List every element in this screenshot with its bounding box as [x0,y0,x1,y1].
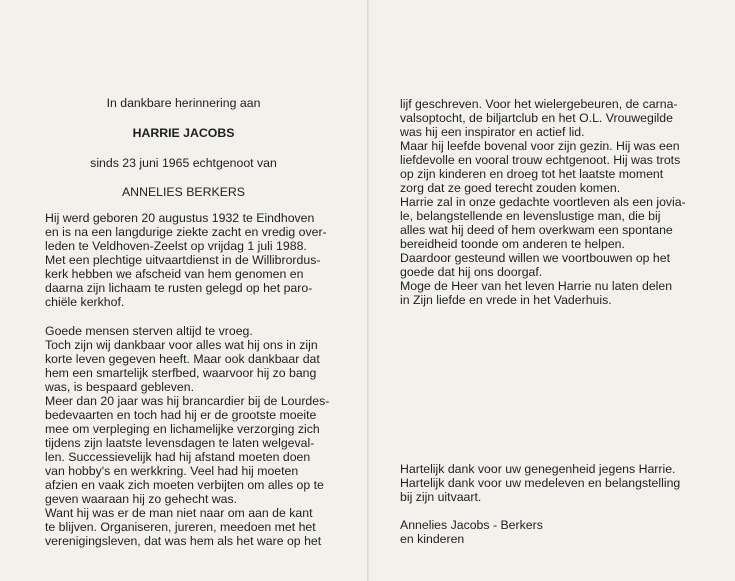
signature-line: en kinderen [400,532,465,546]
right-panel [369,0,735,581]
thanks-line: Hartelijk dank voor uw medeleven en belangstelling [400,476,681,490]
text-line: Toch zijn wij dankbaar voor alles wat hij ons in zijn [45,338,318,352]
text-line: Want hij was er de man niet naar om aan de kant [45,506,313,520]
text-line: le, belangstellende en levenslustige man, die bij [400,209,661,223]
text-line: geven waaraan hij zo gehecht was. [45,492,238,506]
text-line: liefdevolle en vooral trouw echtgenoot. Hij was trots [400,153,681,167]
text-line: te blijven. Organiseren, jureren, meedoen met het [45,520,316,534]
text-line: tijdens zijn laatste levensdagen te laten welgeval- [45,436,315,450]
text-line: lijf geschreven. Voor het wielergebeuren, de carna- [400,97,678,111]
text-line: zorg dat ze goed terecht zouden komen. [400,181,621,195]
text-line: kerk hebben we afscheid van hem genomen en [45,267,304,281]
text-line: Goede mensen sterven altijd te vroeg. [45,324,253,338]
married-since-line: sinds 23 juni 1965 echtgenoot van [90,156,277,170]
text-line: Meer dan 20 jaar was hij brancardier bij de Lourdes- [45,394,330,408]
left-panel [0,0,367,581]
intro-line: In dankbare herinnering aan [106,96,261,110]
text-line: in Zijn liefde en vrede in het Vaderhuis. [400,293,612,307]
text-line: bereidheid toonde om anderen te helpen. [400,237,625,251]
text-line: korte leven gegeven heeft. Maar ook dankbaar dat [45,352,320,366]
spouse-name: ANNELIES BERKERS [121,185,245,199]
text-line: was, is bespaard gebleven. [45,380,195,394]
text-line: afzien en vaak zich moeten verbijten om alles op te [45,478,324,492]
thanks-line: Hartelijk dank voor uw genegenheid jegens Harrie. [400,462,676,476]
text-line: daarna zijn lichaam te rusten gelegd op het paro- [45,281,313,295]
text-line: len. Successievelijk had hij afstand moeten doen [45,450,311,464]
text-line: Met een plechtige uitvaartdienst in de Willibrordus- [45,253,321,267]
signature-line: Annelies Jacobs - Berkers [400,518,543,532]
text-line: op zijn kinderen en droeg tot het laatste moment [400,167,664,181]
text-line: Daardoor gesteund willen we voortbouwen op het [400,251,671,265]
text-line: goede dat hij ons doorgaf. [400,265,543,279]
text-line: bedevaarten en toch had hij er de grootste moeite [45,408,317,422]
text-line: was hij een inspirator en actief lid. [400,125,585,139]
text-line: alles wat hij deed of hem overkwam een spontane [400,223,673,237]
text-line: Moge de Heer van het leven Harrie nu laten delen [400,279,673,293]
thanks-line: bij zijn uitvaart. [400,490,482,504]
text-line: Hij werd geboren 20 augustus 1932 te Eindhoven [45,211,315,225]
text-line: Maar hij leefde bovenal voor zijn gezin. Hij was een [400,139,680,153]
text-line: Harrie zal in onze gedachte voortleven als een jovia- [400,195,686,209]
text-line: valsoptocht, de biljartclub en het O.L. Vrouwegilde [400,111,673,125]
text-line: chiële kerkhof. [45,295,125,309]
text-line: mee om verpleging en lichamelijke verzorging zich [45,422,320,436]
text-line: leden te Veldhoven-Zeelst op vrijdag 1 juli 1988. [45,239,307,253]
text-line: verenigingsleven, dat was hem als het ware op het [45,534,322,548]
deceased-name: HARRIE JACOBS [132,126,235,140]
text-line: hem een smartelijk sterfbed, waarvoor hij zo bang [45,366,317,380]
text-line: en is na een langdurige ziekte zacht en vredig over- [45,225,327,239]
text-line: van hobby's en werkkring. Veel had hij moeten [45,464,299,478]
